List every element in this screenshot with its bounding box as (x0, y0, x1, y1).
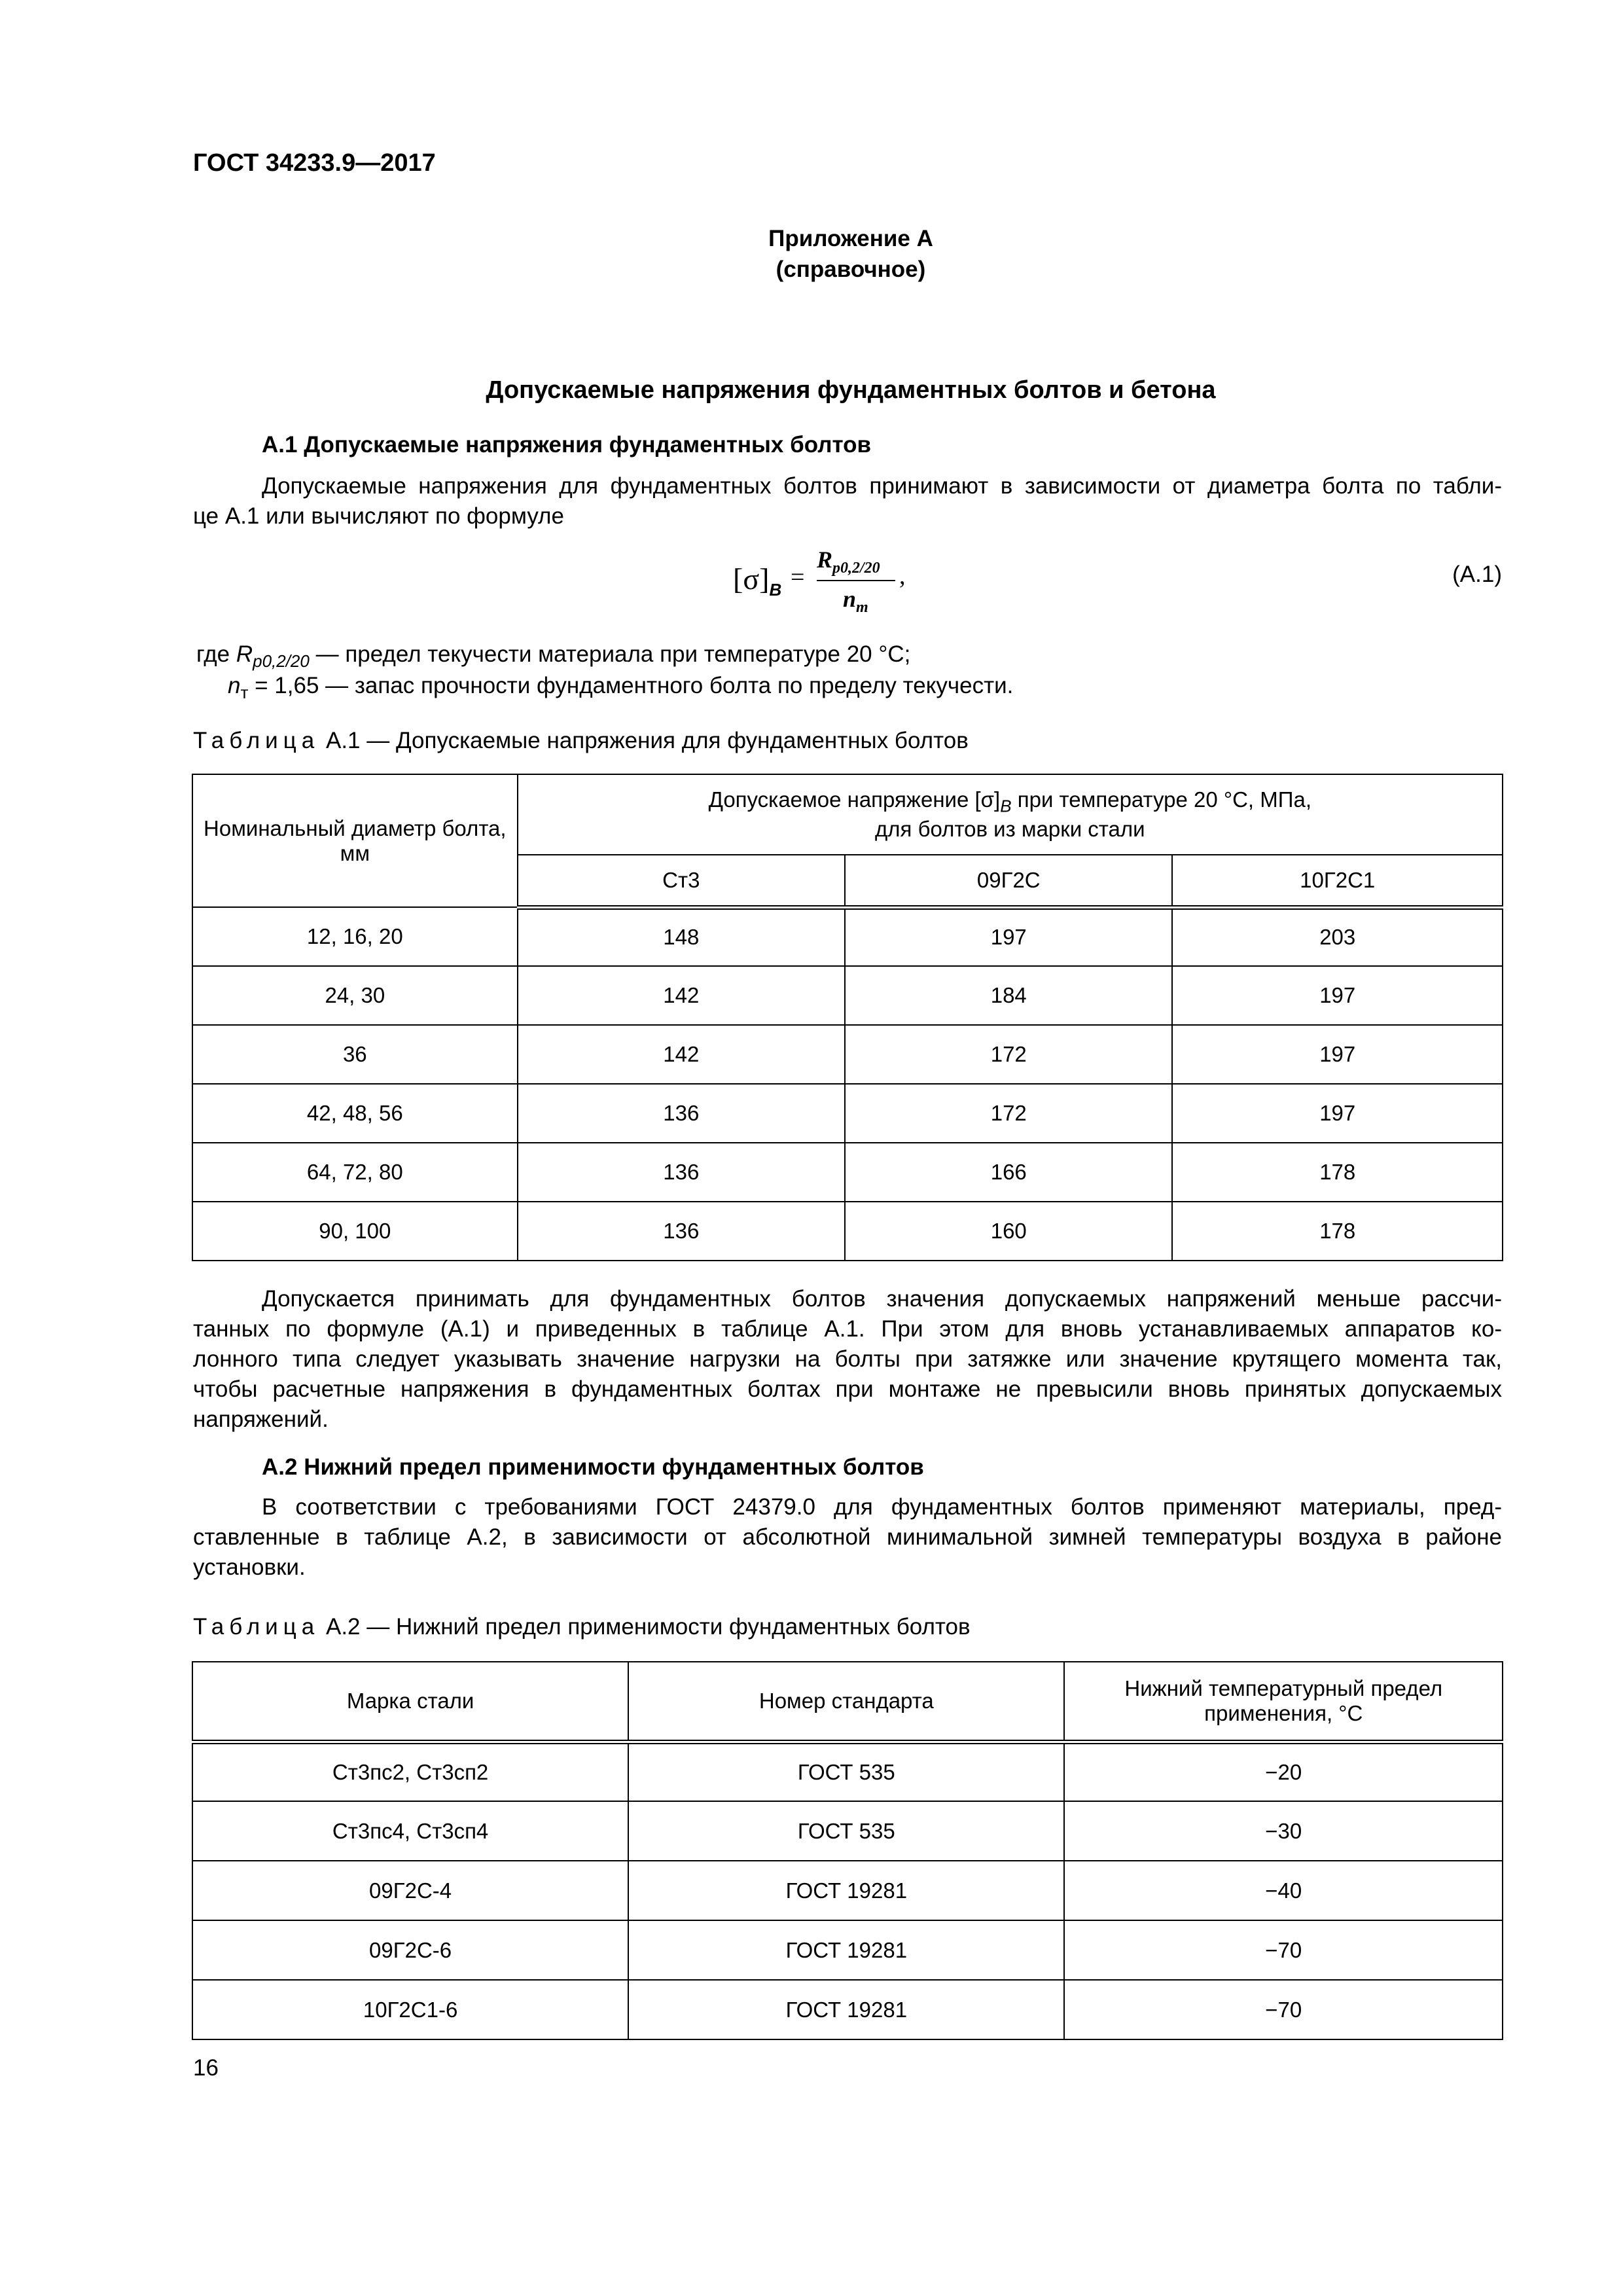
table-cell: 172 (845, 1025, 1172, 1084)
table-a1-caption: Таблица А.1 — Допускаемые напряжения для фундаментных болтов (193, 728, 969, 753)
table-cell: 178 (1172, 1202, 1503, 1261)
page-number: 16 (193, 2055, 219, 2081)
table-cell: 184 (845, 966, 1172, 1025)
table-a2-header: Марка стали (192, 1662, 628, 1742)
table-a2-header: Номер стандарта (628, 1662, 1064, 1742)
table-cell: 148 (518, 907, 845, 966)
table-cell: ГОСТ 535 (628, 1742, 1064, 1801)
para-after-table-a1 (193, 1284, 1502, 1435)
appendix-subtitle: (справочное) (776, 257, 926, 282)
table-a1-header-steel: 09Г2С (845, 855, 1172, 907)
table-cell: 64, 72, 80 (192, 1143, 518, 1202)
table-cell: −30 (1064, 1801, 1503, 1861)
table-a2-caption: Таблица А.2 — Нижний предел применимости фундаментных болтов (193, 1614, 971, 1640)
table-row (192, 1980, 1503, 2039)
table-cell: −70 (1064, 1920, 1503, 1980)
text-line: ставленные в таблице А.2, в зависимости от абсолютной минимальной зимней температуры воздуха в районе (193, 1524, 1502, 1550)
table-cell: ГОСТ 19281 (628, 1980, 1064, 2039)
table-row (192, 1202, 1503, 1261)
table-cell: 36 (192, 1025, 518, 1084)
table-cell: 10Г2С1-6 (192, 1980, 628, 2039)
table-cell: −70 (1064, 1980, 1503, 2039)
formula-number: (А.1) (1452, 562, 1502, 587)
table-cell: Ст3пс2, Ст3сп2 (192, 1742, 628, 1801)
table-cell: 142 (518, 966, 845, 1025)
table-cell: ГОСТ 19281 (628, 1920, 1064, 1980)
formula-denominator: $n_т$ (843, 586, 868, 617)
table-a1-header-group: Допускаемое напряжение $[\sigma]_B$ при температуре 20 °С, МПа, для болтов из марки стали (518, 774, 1503, 855)
table-cell: Ст3пс4, Ст3сп4 (192, 1801, 628, 1861)
table-cell: 142 (518, 1025, 845, 1084)
table-a1 (192, 774, 1503, 1261)
table-a1-header-steel: 10Г2С1 (1172, 855, 1503, 907)
where-r: где $R_{p0,2/20}$ — предел текучести материала при температуре 20 °С; (196, 641, 911, 671)
table-cell: 12, 16, 20 (192, 907, 518, 966)
table-a2-header: Нижний температурный предел применения, °С (1064, 1662, 1503, 1742)
table-cell: 203 (1172, 907, 1503, 966)
formula-a1 (733, 547, 929, 622)
appendix-title: Приложение А (768, 226, 933, 251)
table-cell: 166 (845, 1143, 1172, 1202)
text-line: танных по формуле (А.1) и приведенных в таблице А.1. При этом для вновь устанавливаемых аппаратов ко- (193, 1316, 1502, 1342)
formula-lhs: $[\sigma]_B$ (733, 562, 782, 600)
formula-equals: = (791, 564, 805, 591)
table-row (192, 1084, 1503, 1143)
section-a2-text (193, 1492, 1502, 1583)
table-cell: 09Г2С-6 (192, 1920, 628, 1980)
table-cell: 178 (1172, 1143, 1503, 1202)
table-cell: 42, 48, 56 (192, 1084, 518, 1143)
intro-line-1: Допускаемые напряжения для фундаментных болтов принимают в зависимости от диаметра болта по табли- (262, 473, 1502, 499)
table-row (192, 1920, 1503, 1980)
table-row (192, 1025, 1503, 1084)
formula-comma: , (899, 562, 906, 590)
text-line: чтобы расчетные напряжения в фундаментных болтах при монтаже не превысили вновь принятых допускаемых (193, 1376, 1502, 1402)
table-row (192, 907, 1503, 966)
table-cell: ГОСТ 535 (628, 1801, 1064, 1861)
document-id: ГОСТ 34233.9—2017 (193, 149, 436, 177)
section-a1-heading: А.1 Допускаемые напряжения фундаментных болтов (262, 432, 872, 457)
table-a1-header-steel: Ст3 (518, 855, 845, 907)
text-line: напряжений. (193, 1407, 329, 1432)
table-row (192, 1143, 1503, 1202)
table-a2 (192, 1661, 1503, 2040)
table-cell: 172 (845, 1084, 1172, 1143)
section-a1-intro (193, 471, 1502, 531)
table-row (192, 1801, 1503, 1861)
table-cell: 197 (845, 907, 1172, 966)
table-cell: 136 (518, 1084, 845, 1143)
formula-numerator: $R_{p0,2/20}$ (817, 547, 880, 577)
table-cell: 136 (518, 1202, 845, 1261)
text-line: установки. (193, 1554, 306, 1580)
table-cell: 09Г2С-4 (192, 1861, 628, 1920)
fraction-bar (817, 580, 895, 581)
where-n: $n_т = 1,65$ — запас прочности фундаментного болта по пределу текучести. (228, 673, 1014, 702)
table-a1-header-diameter: Номинальный диаметр болта, мм (192, 774, 518, 907)
table-cell: 197 (1172, 966, 1503, 1025)
table-row (192, 1861, 1503, 1920)
intro-line-2: це А.1 или вычисляют по формуле (193, 503, 564, 529)
table-cell: 136 (518, 1143, 845, 1202)
table-cell: 197 (1172, 1084, 1503, 1143)
table-row (192, 966, 1503, 1025)
main-title: Допускаемые напряжения фундаментных болтов и бетона (486, 376, 1216, 404)
table-cell: 197 (1172, 1025, 1503, 1084)
table-cell: −20 (1064, 1742, 1503, 1801)
table-cell: −40 (1064, 1861, 1503, 1920)
table-cell: ГОСТ 19281 (628, 1861, 1064, 1920)
table-row (192, 1742, 1503, 1801)
table-cell: 24, 30 (192, 966, 518, 1025)
table-cell: 160 (845, 1202, 1172, 1261)
section-a2-heading: А.2 Нижний предел применимости фундаментных болтов (262, 1454, 924, 1480)
table-cell: 90, 100 (192, 1202, 518, 1261)
text-line: В соответствии с требованиями ГОСТ 24379.0 для фундаментных болтов применяют материалы, пред- (262, 1494, 1502, 1520)
text-line: Допускается принимать для фундаментных болтов значения допускаемых напряжений меньше рассчи- (262, 1286, 1502, 1312)
text-line: лонного типа следует указывать значение нагрузки на болты при затяжке или значение крутящего момента так, (193, 1346, 1502, 1372)
